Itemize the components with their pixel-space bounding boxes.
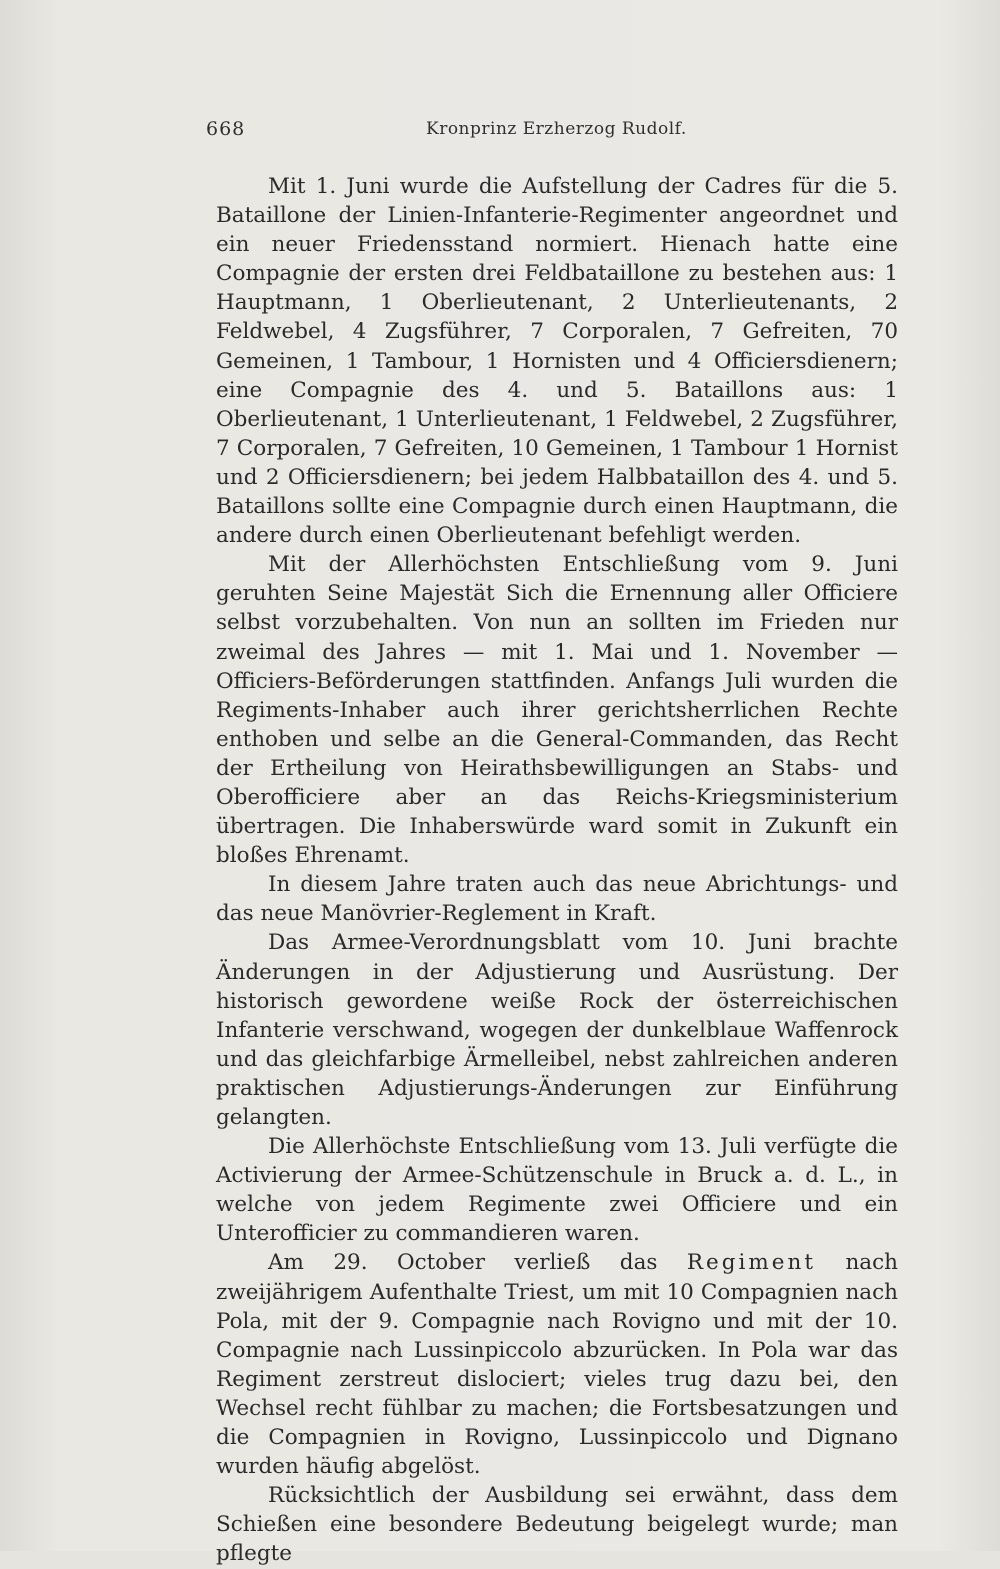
paragraph-training: Rücksichtlich der Ausbildung sei erwähnt, dass dem Schießen eine besondere Bedeutung beigelegt wurde; man pflegte — [216, 1483, 898, 1567]
running-head — [206, 118, 898, 148]
running-title: Kronprinz Erzherzog Rudolf. — [426, 119, 687, 139]
paragraph-cadres: Mit 1. Juni wurde die Aufstellung der Cadres für die 5. Bataillone der Linien-Infanterie-Regimenter angeordnet und ein neuer Friedensstand normiert. Hienach hatte eine Compagnie der ersten drei Feldbataillone zu bestehen aus: 1 Hauptmann, 1 Oberlieutenant, 2 Unterlieutenants, 2 Feldwebel, 4 Zugsführer, 7 Corporalen, 7 Gefreiten, 70 Gemeinen, 1 Tambour, 1 Hornisten und 4 Officiersdienern; eine Compagnie des 4. und 5. Bataillons aus: 1 Oberlieutenant, 1 Unterlieutenant, 1 Feldwebel, 2 Zugsführer, 7 Corporalen, 7 Gefreiten, 10 Gemeinen, 1 Tambour 1 Hornist und 2 Officiersdienern; bei jedem Halbbataillon des 4. und 5. Bataillons sollte eine Compagnie durch einen Hauptmann, die andere durch einen Oberlieutenant befehligt werden. — [216, 174, 898, 549]
regiment-emphasis: Regiment — [686, 1250, 817, 1276]
relocation-text-before: Am 29. October verließ das — [268, 1250, 687, 1276]
paragraph-relocation — [216, 1248, 898, 1481]
paragraph-uniforms: Das Armee-Verordnungsblatt vom 10. Juni brachte Änderungen in der Adjustierung und Ausrüstung. Der historisch gewordene weiße Rock der österreichischen Infanterie verschwand, wogegen der dunkelblaue Waffenrock und das gleichfarbige Ärmelleibel, nebst zahlreichen anderen praktischen Adjustierungs-Änderungen zur Einführung gelangten. — [216, 930, 898, 1130]
paragraph-shooting-school: Die Allerhöchste Entschließung vom 13. Juli verfügte die Activierung der Armee-Schützenschule in Bruck a. d. L., in welche von jedem Regimente zwei Officiere und ein Unterofficier zu commandieren waren. — [216, 1134, 898, 1247]
relocation-text-after: nach zweijährigem Aufenthalte Triest, um mit 10 Compagnien nach Pola, mit der 9. Compagnie nach Rovigno und mit der 10. Compagnie nach Lussinpiccolo abzurücken. In Pola war das Regiment zerstreut dislociert; vieles trug dazu bei, den Wechsel recht fühlbar zu machen; die Fortsbesatzungen und die Compagnien in Rovigno, Lussinpiccolo und Dignano wurden häufig abgelöst. — [216, 1250, 898, 1480]
paragraph-officer-appointments: Mit der Allerhöchsten Entschließung vom 9. Juni geruhten Seine Majestät Sich die Ernennung aller Officiere selbst vorzubehalten. Von nun an sollten im Frieden nur zweimal des Jahres — mit 1. Mai und 1. November — Officiers-Beförderungen stattfinden. Anfangs Juli wurden die Regiments-Inhaber auch ihrer gerichtsherrlichen Rechte enthoben und selbe an die General-Commanden, das Recht der Ertheilung von Heirathsbewilligungen an Stabs- und Oberofficiere aber an das Reichs-Kriegsministerium übertragen. Die Inhaberswürde ward somit in Zukunft ein bloßes Ehrenamt. — [216, 552, 898, 869]
page-number: 668 — [206, 118, 246, 140]
paragraph-regulations: In diesem Jahre traten auch das neue Abrichtungs- und das neue Manövrier-Reglement in Kraft. — [216, 872, 898, 927]
body-text — [216, 172, 898, 1569]
